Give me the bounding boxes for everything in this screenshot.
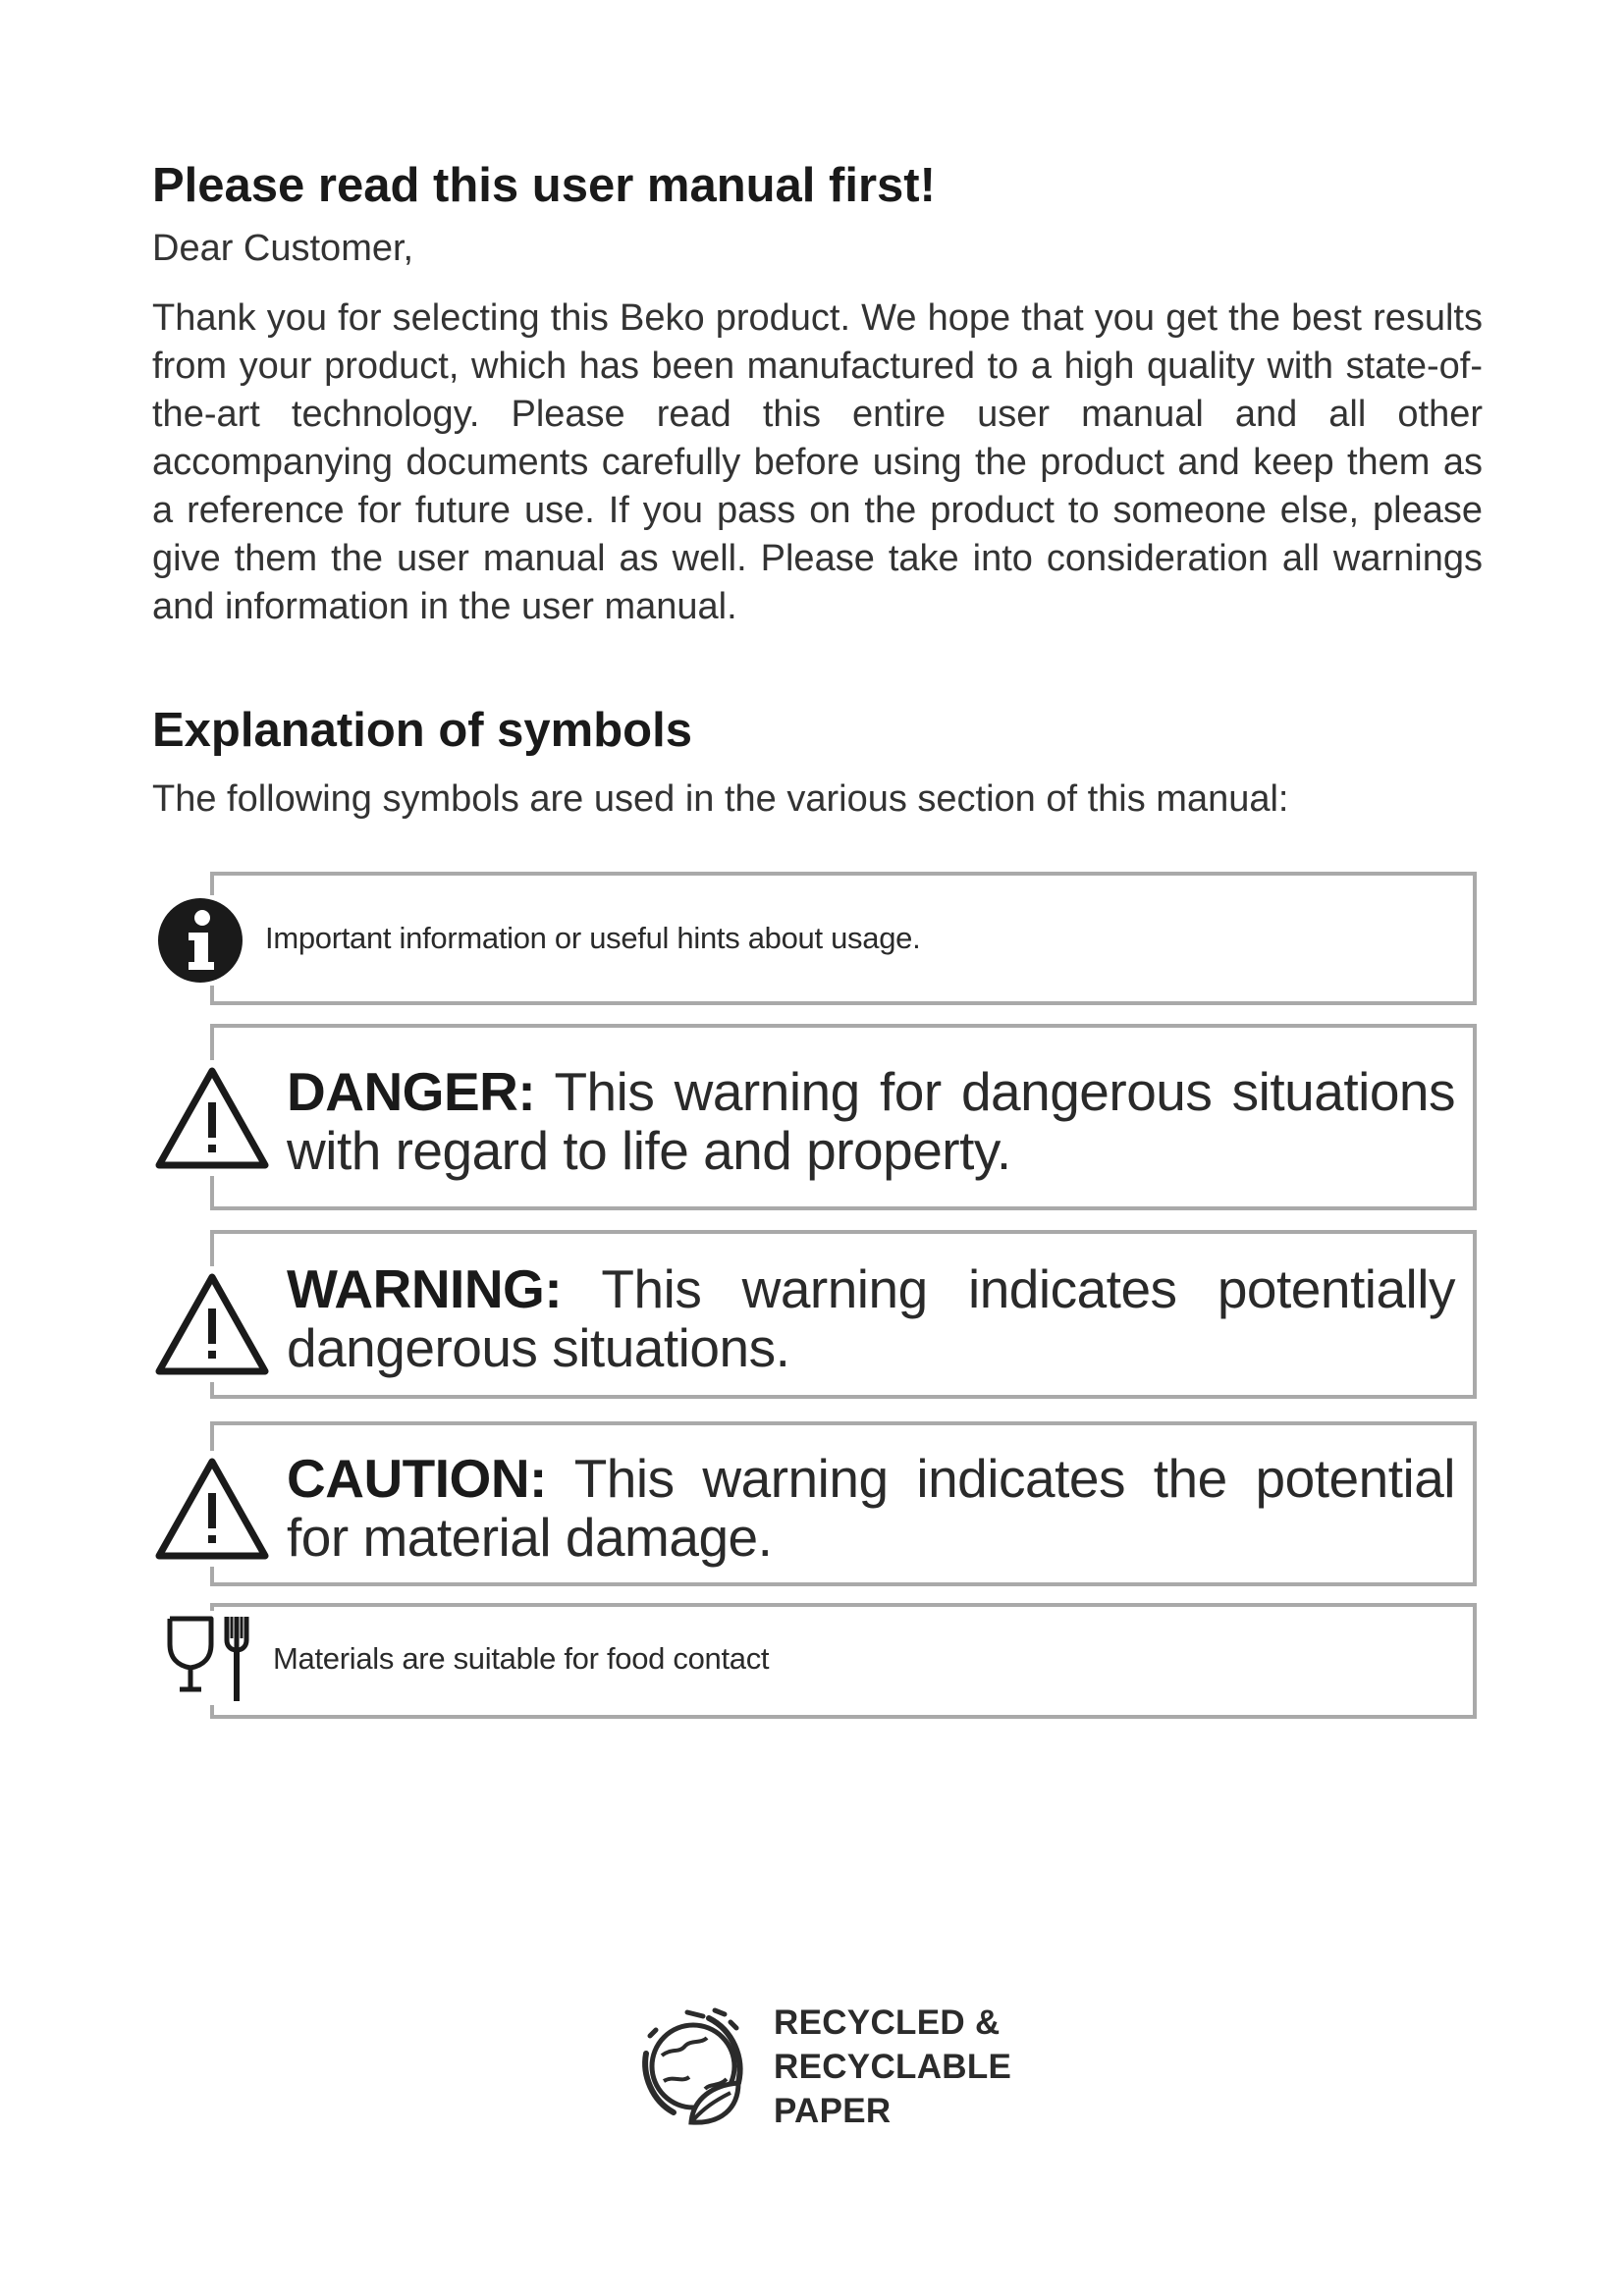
recycled-line-2: RECYCLABLE [774, 2048, 1012, 2086]
caution-text [287, 1449, 1455, 1567]
symbols-heading: Explanation of symbols [152, 704, 692, 758]
recycled-paper-text [774, 2001, 1011, 2133]
salutation: Dear Customer, [152, 227, 414, 269]
caution-description: This warning indicates the potential for material damage. [287, 1448, 1455, 1568]
info-text: Important information or useful hints about usage. [265, 921, 921, 955]
recycled-line-1: RECYCLED & [774, 2003, 1001, 2042]
page-title: Please read this user manual first! [152, 159, 936, 212]
danger-text [287, 1062, 1455, 1180]
warning-label: WARNING: [287, 1258, 563, 1319]
danger-label: DANGER: [287, 1061, 536, 1122]
recycled-globe-leaf-icon [628, 1993, 766, 2140]
danger-description: This warning for dangerous situations with regard to life and property. [287, 1061, 1455, 1181]
warning-triangle-icon [152, 1451, 272, 1567]
symbols-intro: The following symbols are used in the various section of this manual: [152, 777, 1289, 820]
warning-triangle-icon [152, 1060, 272, 1176]
intro-paragraph: Thank you for selecting this Beko product. We hope that you get the best results from your product, which has been manufactured to a high quality with state-of-the-art technology. Please read this entire user manual and all other accompanying documents carefully before using the product and keep them as a reference for future use. If you pass on the product to someone else, please give them the user manual as well. Please take into consideration all warnings and information in the user manual. [152, 297, 1483, 628]
warning-text [287, 1259, 1455, 1377]
intro-section [152, 157, 1483, 824]
caution-label: CAUTION: [287, 1448, 547, 1509]
recycled-paper-badge [628, 1993, 1021, 2140]
glass-fork-icon [159, 1611, 261, 1705]
info-icon [155, 895, 245, 986]
food-text: Materials are suitable for food contact [273, 1641, 770, 1676]
recycled-line-3: PAPER [774, 2092, 892, 2130]
warning-description: This warning indicates potentially dangerous situations. [287, 1258, 1455, 1378]
warning-triangle-icon [152, 1266, 272, 1382]
